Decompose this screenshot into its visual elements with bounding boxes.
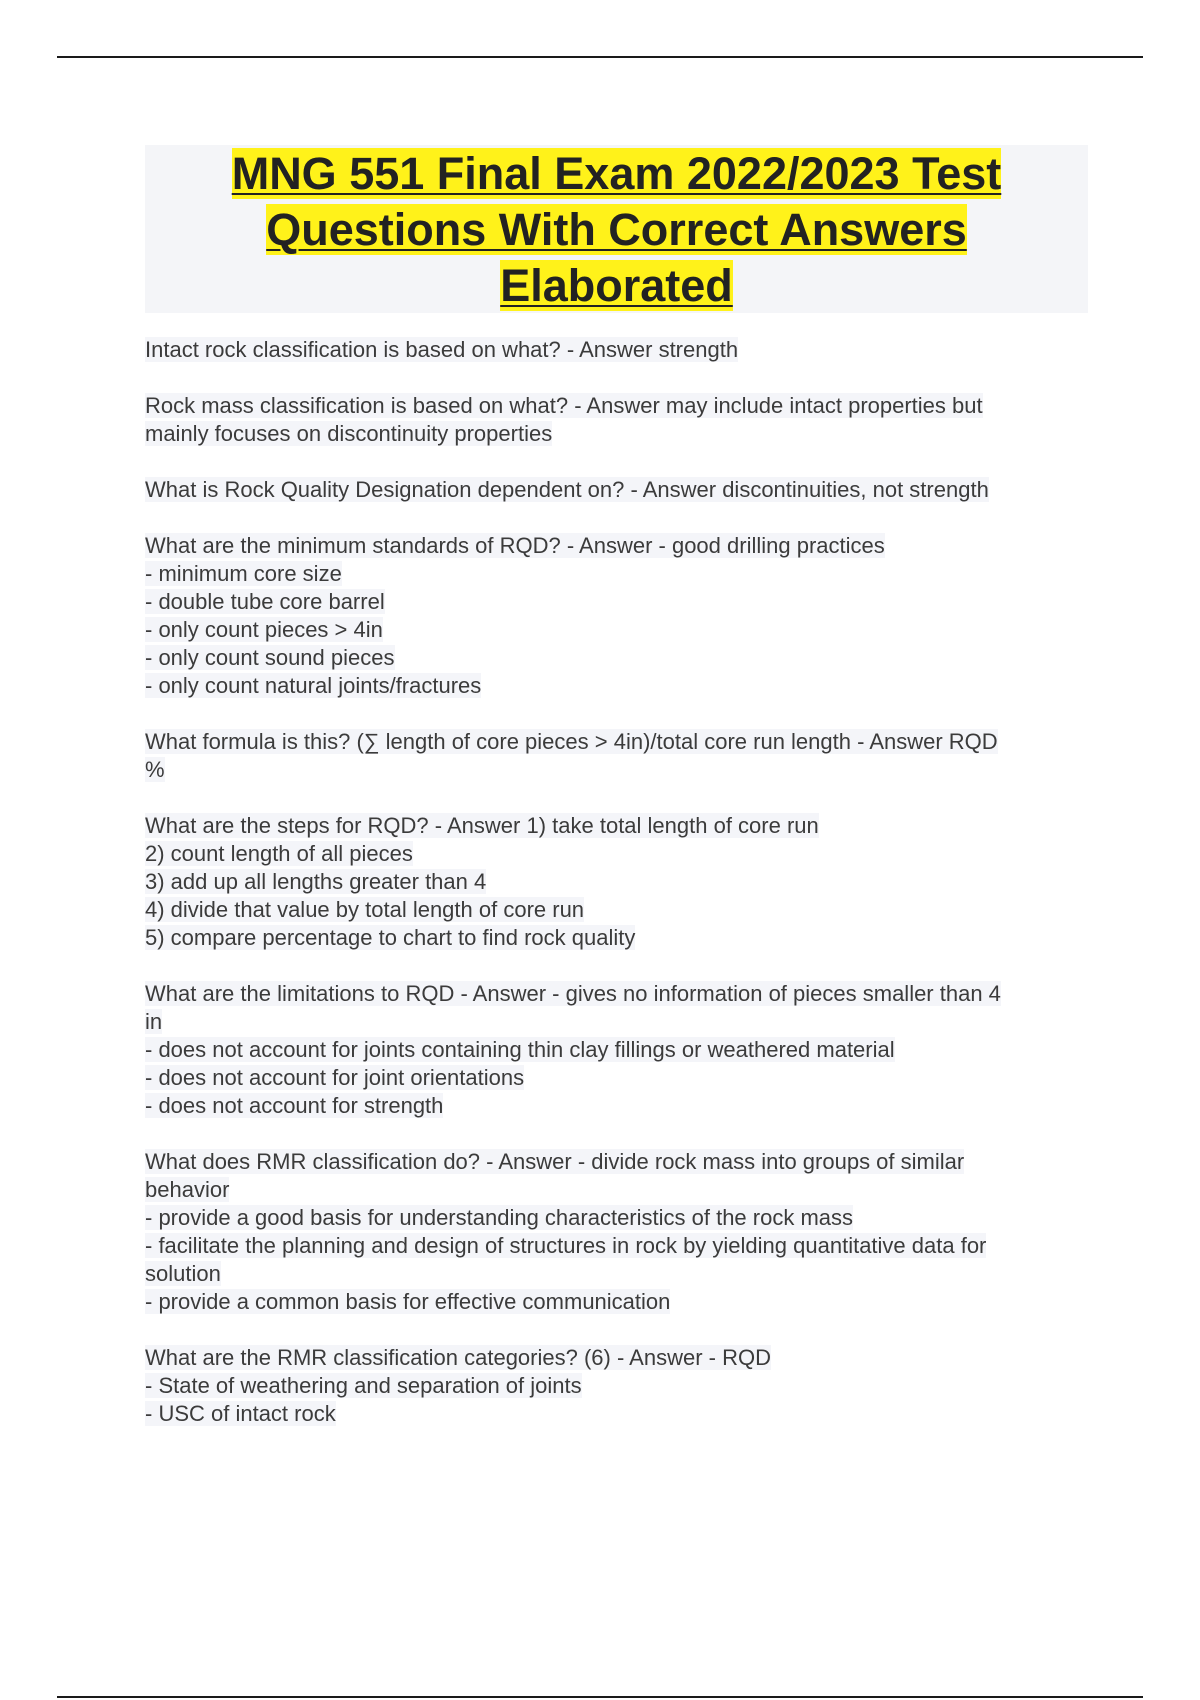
qa-item (145, 1344, 1095, 1428)
qa-answer-line (145, 840, 1095, 868)
qa-line-text: What formula is this? (∑ length of core pieces > 4in)/total core run length - Answer RQD (145, 729, 998, 754)
qa-line-text: Rock mass classification is based on what? - Answer may include intact properties but (145, 393, 983, 418)
qa-answer-line (145, 1232, 1095, 1260)
qa-line-text: solution (145, 1261, 221, 1286)
qa-question-line (145, 728, 1095, 756)
title-block (145, 145, 1088, 313)
qa-answer-line (145, 924, 1095, 952)
qa-line-text: 2) count length of all pieces (145, 841, 413, 866)
qa-line-text: - does not account for strength (145, 1093, 444, 1118)
qa-item (145, 392, 1095, 448)
qa-line-text: mainly focuses on discontinuity properties (145, 421, 553, 446)
qa-line-text: - does not account for joint orientations (145, 1065, 525, 1090)
document-title (145, 145, 1088, 314)
qa-answer-line (145, 672, 1095, 700)
qa-answer-line (145, 588, 1095, 616)
qa-line-text: - provide a common basis for effective communication (145, 1289, 671, 1314)
qa-line-text: 3) add up all lengths greater than 4 (145, 869, 487, 894)
title-line-2: Questions With Correct Answers (266, 204, 967, 255)
bottom-rule (57, 1696, 1143, 1698)
qa-answer-line (145, 616, 1095, 644)
title-line-3: Elaborated (500, 260, 733, 311)
qa-line-text: What are the steps for RQD? - Answer 1) take total length of core run (145, 813, 819, 838)
qa-line-text: 4) divide that value by total length of core run (145, 897, 585, 922)
qa-answer-line (145, 1064, 1095, 1092)
qa-answer-line (145, 1008, 1095, 1036)
qa-question-line (145, 532, 1095, 560)
qa-item (145, 980, 1095, 1120)
qa-line-text: What does RMR classification do? - Answer - divide rock mass into groups of similar (145, 1149, 965, 1174)
qa-line-text: What are the minimum standards of RQD? - Answer - good drilling practices (145, 533, 885, 558)
qa-line-text: Intact rock classification is based on what? - Answer strength (145, 337, 739, 362)
qa-question-line (145, 392, 1095, 420)
qa-line-text: - only count pieces > 4in (145, 617, 383, 642)
qa-answer-line (145, 1204, 1095, 1232)
qa-line-text: - double tube core barrel (145, 589, 385, 614)
qa-answer-line (145, 1372, 1095, 1400)
qa-list (145, 336, 1095, 1456)
qa-question-line (145, 336, 1095, 364)
qa-line-text: What are the limitations to RQD - Answer - gives no information of pieces smaller than 4 (145, 981, 1001, 1006)
qa-line-text: What is Rock Quality Designation dependent on? - Answer discontinuities, not strength (145, 477, 989, 502)
qa-item (145, 1148, 1095, 1316)
qa-answer-line (145, 1288, 1095, 1316)
qa-answer-line (145, 1176, 1095, 1204)
qa-answer-line (145, 896, 1095, 924)
qa-answer-line (145, 1400, 1095, 1428)
qa-question-line (145, 1344, 1095, 1372)
qa-line-text: - only count sound pieces (145, 645, 395, 670)
qa-answer-line (145, 1092, 1095, 1120)
qa-answer-line (145, 868, 1095, 896)
qa-question-line (145, 476, 1095, 504)
qa-answer-line (145, 1260, 1095, 1288)
qa-line-text: - provide a good basis for understanding characteristics of the rock mass (145, 1205, 854, 1230)
qa-line-text: % (145, 757, 165, 782)
qa-line-text: behavior (145, 1177, 230, 1202)
qa-line-text: - does not account for joints containing thin clay fillings or weathered material (145, 1037, 895, 1062)
title-line-1: MNG 551 Final Exam 2022/2023 Test (231, 148, 1002, 199)
qa-question-line (145, 980, 1095, 1008)
qa-line-text: in (145, 1009, 163, 1034)
qa-item (145, 476, 1095, 504)
qa-line-text: 5) compare percentage to chart to find rock quality (145, 925, 636, 950)
top-rule (57, 56, 1143, 58)
qa-answer-line (145, 420, 1095, 448)
qa-line-text: - facilitate the planning and design of structures in rock by yielding quantitative data for (145, 1233, 987, 1258)
qa-item (145, 728, 1095, 784)
qa-answer-line (145, 560, 1095, 588)
qa-item (145, 532, 1095, 700)
qa-item (145, 336, 1095, 364)
qa-answer-line (145, 1036, 1095, 1064)
qa-item (145, 812, 1095, 952)
qa-line-text: What are the RMR classification categories? (6) - Answer - RQD (145, 1345, 771, 1370)
qa-line-text: - minimum core size (145, 561, 342, 586)
qa-line-text: - USC of intact rock (145, 1401, 336, 1426)
qa-answer-line (145, 756, 1095, 784)
qa-line-text: - only count natural joints/fractures (145, 673, 482, 698)
qa-question-line (145, 812, 1095, 840)
qa-question-line (145, 1148, 1095, 1176)
qa-line-text: - State of weathering and separation of joints (145, 1373, 582, 1398)
qa-answer-line (145, 644, 1095, 672)
